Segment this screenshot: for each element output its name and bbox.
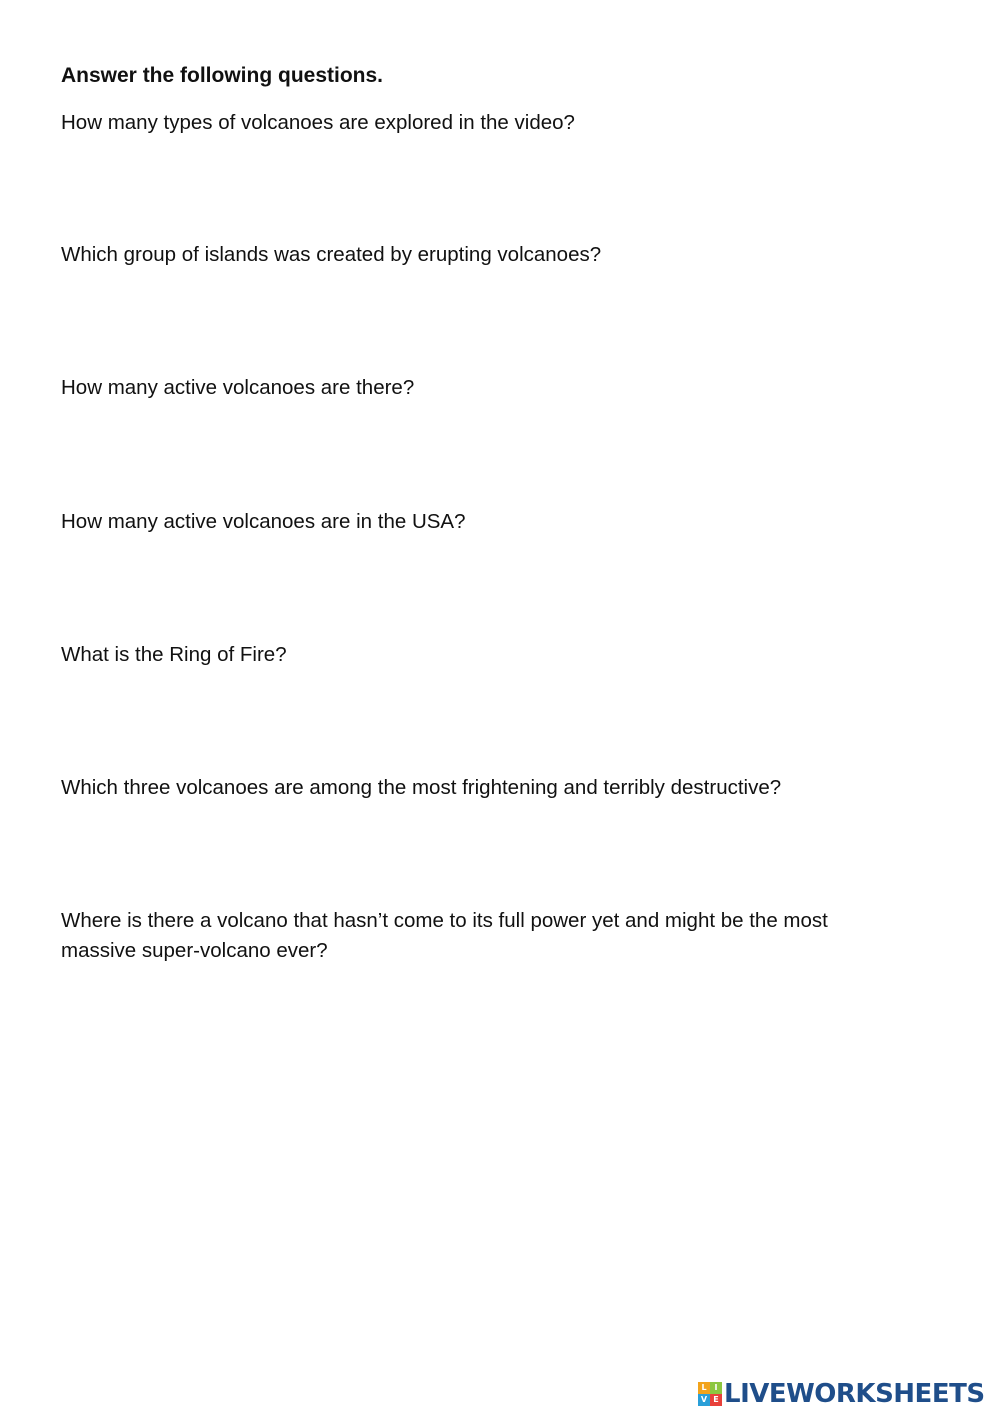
- question-4: How many active volcanoes are in the USA?: [61, 510, 466, 533]
- logo-letter-i: I: [710, 1382, 722, 1394]
- question-7: Where is there a volcano that hasn’t come to its full power yet and might be the most massive super-volcano ever?: [61, 909, 828, 962]
- question-2: Which group of islands was created by erupting volcanoes?: [61, 243, 602, 266]
- logo-letter-v: V: [698, 1394, 710, 1406]
- worksheet-title: Answer the following questions.: [61, 64, 384, 87]
- liveworksheets-logo-icon: [698, 1382, 722, 1406]
- question-5: What is the Ring of Fire?: [61, 643, 287, 666]
- brand-text: LIVEWORKSHEETS: [724, 1379, 985, 1409]
- logo-letter-e: E: [710, 1394, 722, 1406]
- liveworksheets-brand: [698, 1378, 985, 1410]
- question-3: How many active volcanoes are there?: [61, 376, 415, 399]
- question-6: Which three volcanoes are among the most frightening and terribly destructive?: [61, 776, 782, 799]
- logo-letter-l: L: [698, 1382, 710, 1394]
- question-1: How many types of volcanoes are explored in the video?: [61, 111, 575, 134]
